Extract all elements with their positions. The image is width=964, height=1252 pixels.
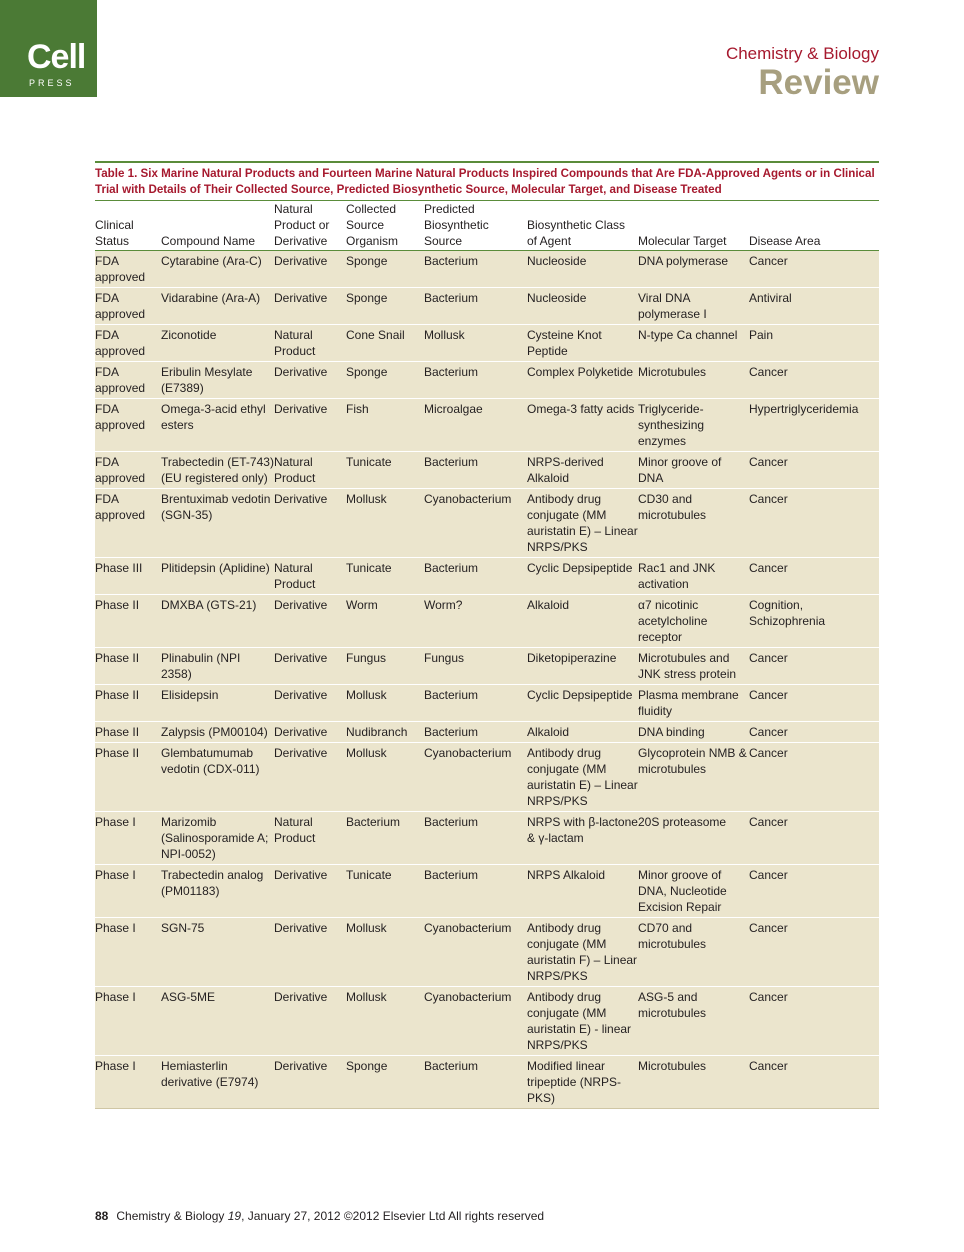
target-cell: DNA binding [638,722,749,743]
origin-cell: Derivative [274,362,346,399]
target-cell: Plasma membrane fluidity [638,685,749,722]
class-cell: Antibody drug conjugate (MM auristatin E) - linear NRPS/PKS [527,987,638,1056]
table-row [95,362,879,399]
compound-cell: Vidarabine (Ara-A) [161,288,274,325]
table-row [95,595,879,648]
table-row [95,987,879,1056]
class-cell: Cyclic Depsipeptide [527,685,638,722]
biosynthetic-source-cell: Fungus [424,648,527,685]
target-cell: Rac1 and JNK activation [638,558,749,595]
origin-cell: Derivative [274,399,346,452]
target-cell: CD30 and microtubules [638,489,749,558]
target-cell: Microtubules and JNK stress protein [638,648,749,685]
origin-cell: Derivative [274,722,346,743]
footer-volume: 19 [227,1209,242,1223]
class-cell: Antibody drug conjugate (MM auristatin E) – Linear NRPS/PKS [527,743,638,812]
status-cell: FDA approved [95,489,161,558]
class-cell: Antibody drug conjugate (MM auristatin F) – Linear NRPS/PKS [527,918,638,987]
biosynthetic-source-cell: Cyanobacterium [424,987,527,1056]
table-row [95,325,879,362]
header-compound-name: Compound Name [161,201,274,251]
compound-cell: SGN-75 [161,918,274,987]
class-cell: Omega-3 fatty acids [527,399,638,452]
biosynthetic-source-cell: Bacterium [424,865,527,918]
origin-cell: Derivative [274,918,346,987]
biosynthetic-source-cell: Worm? [424,595,527,648]
source-organism-cell: Mollusk [346,987,424,1056]
target-cell: DNA polymerase [638,251,749,288]
class-cell: Alkaloid [527,595,638,648]
logo-subtitle: PRESS [29,78,75,88]
table-row [95,1056,879,1109]
compound-cell: Cytarabine (Ara-C) [161,251,274,288]
biosynthetic-source-cell: Cyanobacterium [424,743,527,812]
class-cell: Antibody drug conjugate (MM auristatin E) – Linear NRPS/PKS [527,489,638,558]
target-cell: N-type Ca channel [638,325,749,362]
table-row [95,648,879,685]
compound-cell: Plitidepsin (Aplidine) [161,558,274,595]
compound-cell: Ziconotide [161,325,274,362]
origin-cell: Derivative [274,648,346,685]
class-cell: Diketopiperazine [527,648,638,685]
table-row [95,489,879,558]
header-biosynthetic-class: Biosynthetic Class of Agent [527,201,638,251]
class-cell: NRPS Alkaloid [527,865,638,918]
compound-cell: Omega-3-acid ethyl esters [161,399,274,452]
header-disease-area: Disease Area [749,201,879,251]
biosynthetic-source-cell: Cyanobacterium [424,489,527,558]
target-cell: Microtubules [638,1056,749,1109]
header-biosynthetic-source: Predicted Biosynthetic Source [424,201,527,251]
page-number: 88 [95,1209,109,1223]
table-row [95,865,879,918]
disease-cell: Cancer [749,743,879,812]
biosynthetic-source-cell: Bacterium [424,362,527,399]
table-header-row [95,201,879,251]
origin-cell: Derivative [274,743,346,812]
biosynthetic-source-cell: Bacterium [424,452,527,489]
source-organism-cell: Nudibranch [346,722,424,743]
biosynthetic-source-cell: Bacterium [424,251,527,288]
disease-cell: Cancer [749,558,879,595]
compound-cell: Eribulin Mesylate (E7389) [161,362,274,399]
status-cell: FDA approved [95,399,161,452]
page-footer [95,1208,544,1224]
journal-name: Chemistry & Biology [725,44,879,63]
source-organism-cell: Sponge [346,362,424,399]
class-cell: NRPS with β-lactone & γ-lactam [527,812,638,865]
biosynthetic-source-cell: Bacterium [424,558,527,595]
compound-cell: Hemiasterlin derivative (E7974) [161,1056,274,1109]
source-organism-cell: Mollusk [346,489,424,558]
class-cell: Nucleoside [527,251,638,288]
disease-cell: Pain [749,325,879,362]
status-cell: Phase I [95,865,161,918]
status-cell: Phase II [95,743,161,812]
status-cell: Phase II [95,648,161,685]
class-cell: Cysteine Knot Peptide [527,325,638,362]
origin-cell: Derivative [274,685,346,722]
disease-cell: Cancer [749,918,879,987]
origin-cell: Derivative [274,251,346,288]
source-organism-cell: Mollusk [346,918,424,987]
section-label: Review [758,63,879,102]
compound-cell: Trabectedin (ET-743) (EU registered only) [161,452,274,489]
status-cell: Phase II [95,722,161,743]
status-cell: Phase I [95,812,161,865]
source-organism-cell: Worm [346,595,424,648]
source-organism-cell: Sponge [346,251,424,288]
source-organism-cell: Tunicate [346,452,424,489]
biosynthetic-source-cell: Bacterium [424,1056,527,1109]
cell-press-logo [0,0,97,97]
table-caption: Table 1. Six Marine Natural Products and Fourteen Marine Natural Products Inspired Compounds that Are FDA-Approved Agents or in Clinical Trial with Details of Their Collected Source, Predicted Biosynthetic Source, Molecular Target, and Disease Treated [95,161,879,202]
source-organism-cell: Cone Snail [346,325,424,362]
target-cell: Minor groove of DNA, Nucleotide Excision Repair [638,865,749,918]
class-cell: Modified linear tripeptide (NRPS-PKS) [527,1056,638,1109]
source-organism-cell: Sponge [346,1056,424,1109]
table-row [95,685,879,722]
disease-cell: Hypertriglyceridemia [749,399,879,452]
source-organism-cell: Bacterium [346,812,424,865]
origin-cell: Natural Product [274,558,346,595]
target-cell: 20S proteasome [638,812,749,865]
footer-citation: Chemistry & Biology [116,1209,228,1223]
table-row [95,918,879,987]
origin-cell: Derivative [274,1056,346,1109]
target-cell: Microtubules [638,362,749,399]
data-table [95,201,879,1109]
table-row [95,812,879,865]
source-organism-cell: Sponge [346,288,424,325]
status-cell: Phase II [95,685,161,722]
compound-cell: Trabectedin analog (PM01183) [161,865,274,918]
table-row [95,288,879,325]
class-cell: NRPS-derived Alkaloid [527,452,638,489]
biosynthetic-source-cell: Bacterium [424,685,527,722]
disease-cell: Cancer [749,251,879,288]
header-molecular-target: Molecular Target [638,201,749,251]
header-natural-product: Natural Product or Derivative [274,201,346,251]
target-cell: CD70 and microtubules [638,918,749,987]
logo-wordmark: Cell [27,38,86,76]
disease-cell: Cancer [749,648,879,685]
target-cell: Viral DNA polymerase I [638,288,749,325]
table-row [95,251,879,288]
disease-cell: Cancer [749,987,879,1056]
table-row [95,558,879,595]
status-cell: Phase II [95,595,161,648]
source-organism-cell: Fungus [346,648,424,685]
footer-citation-rest: , January 27, 2012 ©2012 Elsevier Ltd All rights reserved [241,1209,545,1223]
source-organism-cell: Mollusk [346,685,424,722]
status-cell: Phase I [95,1056,161,1109]
target-cell: α7 nicotinic acetylcholine receptor [638,595,749,648]
class-cell: Complex Polyketide [527,362,638,399]
compound-cell: Zalypsis (PM00104) [161,722,274,743]
status-cell: FDA approved [95,288,161,325]
source-organism-cell: Tunicate [346,558,424,595]
origin-cell: Natural Product [274,452,346,489]
class-cell: Nucleoside [527,288,638,325]
source-organism-cell: Fish [346,399,424,452]
origin-cell: Natural Product [274,812,346,865]
table-row [95,722,879,743]
status-cell: Phase I [95,918,161,987]
table-row [95,399,879,452]
disease-cell: Cancer [749,1056,879,1109]
table-row [95,743,879,812]
compound-cell: Brentuximab vedotin (SGN-35) [161,489,274,558]
disease-cell: Cancer [749,362,879,399]
compound-cell: Elisidepsin [161,685,274,722]
origin-cell: Derivative [274,865,346,918]
biosynthetic-source-cell: Bacterium [424,812,527,865]
compound-cell: Marizomib (Salinosporamide A; NPI-0052) [161,812,274,865]
status-cell: Phase III [95,558,161,595]
biosynthetic-source-cell: Microalgae [424,399,527,452]
disease-cell: Cancer [749,452,879,489]
origin-cell: Natural Product [274,325,346,362]
target-cell: Glycoprotein NMB & microtubules [638,743,749,812]
disease-cell: Cancer [749,812,879,865]
status-cell: FDA approved [95,251,161,288]
compound-cell: ASG-5ME [161,987,274,1056]
biosynthetic-source-cell: Bacterium [424,288,527,325]
target-cell: Triglyceride-synthesizing enzymes [638,399,749,452]
disease-cell: Cancer [749,685,879,722]
origin-cell: Derivative [274,489,346,558]
biosynthetic-source-cell: Cyanobacterium [424,918,527,987]
origin-cell: Derivative [274,987,346,1056]
compound-cell: Plinabulin (NPI 2358) [161,648,274,685]
origin-cell: Derivative [274,288,346,325]
table-body [95,251,879,1109]
disease-cell: Cognition, Schizophrenia [749,595,879,648]
class-cell: Alkaloid [527,722,638,743]
status-cell: FDA approved [95,452,161,489]
target-cell: Minor groove of DNA [638,452,749,489]
table-row [95,452,879,489]
disease-cell: Cancer [749,865,879,918]
class-cell: Cyclic Depsipeptide [527,558,638,595]
target-cell: ASG-5 and microtubules [638,987,749,1056]
disease-cell: Cancer [749,489,879,558]
source-organism-cell: Mollusk [346,743,424,812]
biosynthetic-source-cell: Mollusk [424,325,527,362]
disease-cell: Cancer [749,722,879,743]
compound-cell: Glembatumumab vedotin (CDX-011) [161,743,274,812]
header-clinical-status: Clinical Status [95,201,161,251]
source-organism-cell: Tunicate [346,865,424,918]
status-cell: FDA approved [95,325,161,362]
biosynthetic-source-cell: Bacterium [424,722,527,743]
origin-cell: Derivative [274,595,346,648]
header-collected-source: Collected Source Organism [346,201,424,251]
status-cell: Phase I [95,987,161,1056]
disease-cell: Antiviral [749,288,879,325]
compound-cell: DMXBA (GTS-21) [161,595,274,648]
status-cell: FDA approved [95,362,161,399]
